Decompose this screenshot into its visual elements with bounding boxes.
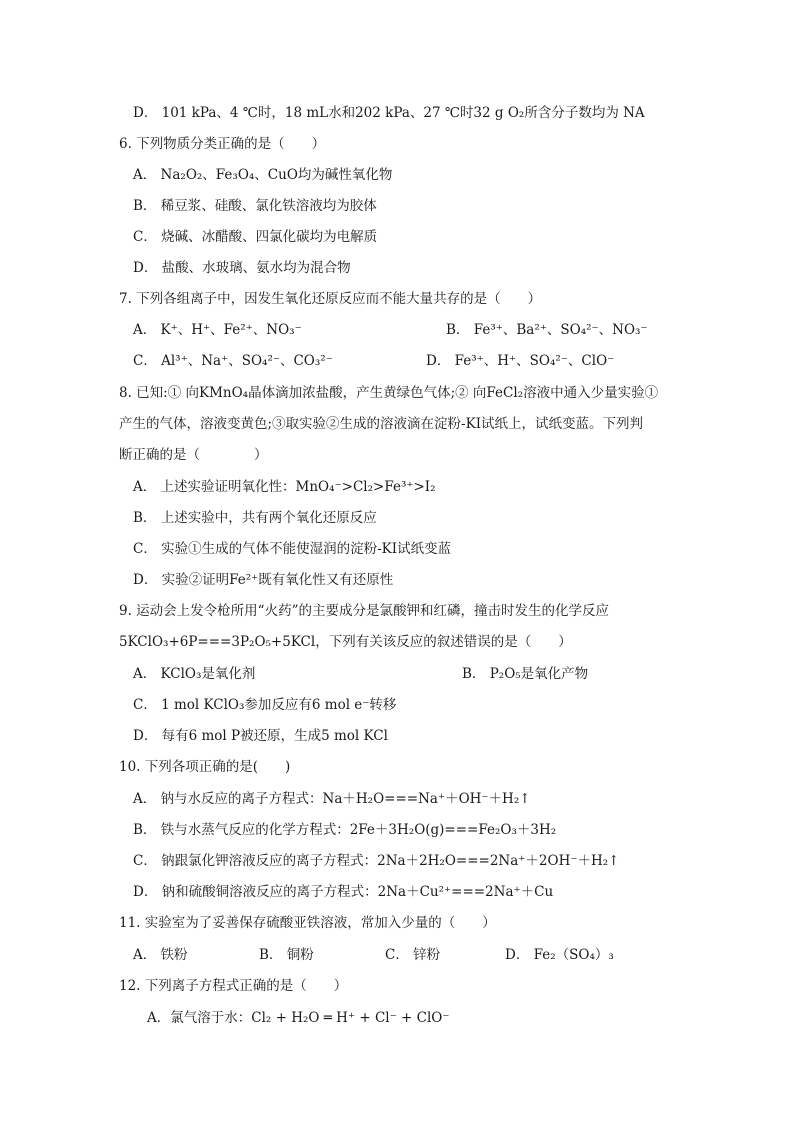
question-11-stem: 11. 实验室为了妥善保存硫酸亚铁溶液，常加入少量的（ ） [119, 915, 496, 931]
question-6-option-c: C． 烧碱、冰醋酸、四氯化碳均为电解质 [133, 229, 378, 245]
question-7-option-a: A． K⁺、H⁺、Fe²⁺、NO₃⁻ [133, 322, 302, 338]
prev-question-option-d: D． 101 kPa、4 ℃时，18 mL水和202 kPa、27 ℃时32 g O₂所含分子数均为 NA [133, 105, 645, 121]
question-10-option-c: C． 钠跟氯化钾溶液反应的离子方程式：2Na＋2H₂O===2Na⁺＋2OH⁻＋H₂↑ [133, 853, 620, 869]
question-9-option-a: A． KClO₃是氧化剂 [133, 666, 256, 682]
question-8-stem-line-2: 产生的气体，溶液变黄色;③取实验②生成的溶液滴在淀粉-KI试纸上，试纸变蓝。下列判 [119, 416, 644, 432]
question-8-option-b: B． 上述实验中，共有两个氧化还原反应 [133, 510, 377, 526]
question-9-stem-line-2: 5KClO₃+6P===3P₂O₅+5KCl，下列有关该反应的叙述错误的是（ ） [119, 634, 572, 650]
question-8-option-c: C． 实验①生成的气体不能使湿润的淀粉-KI试纸变蓝 [133, 541, 452, 557]
question-11-option-d: D． Fe₂（SO₄）₃ [505, 947, 614, 963]
question-10-stem: 10. 下列各项正确的是( ) [119, 759, 291, 775]
question-7-option-b: B． Fe³⁺、Ba²⁺、SO₄²⁻、NO₃⁻ [446, 322, 648, 338]
question-6-stem: 6. 下列物质分类正确的是（ ） [119, 136, 326, 152]
question-8-stem-line-3: 断正确的是（ ） [119, 447, 268, 463]
question-8-option-a: A． 上述实验证明氧化性：MnO₄⁻>Cl₂>Fe³⁺>I₂ [133, 479, 436, 495]
question-11-option-c: C． 锌粉 [385, 947, 441, 963]
question-6-option-d: D． 盐酸、水玻璃、氨水均为混合物 [133, 260, 351, 276]
question-8-stem-line-1: 8. 已知:① 向KMnO₄晶体滴加浓盐酸，产生黄绿色气体;② 向FeCl₂溶液中通入少量实验① [119, 385, 659, 401]
question-11-option-a: A． 铁粉 [133, 947, 188, 963]
question-9-option-b: B． P₂O₅是氧化产物 [462, 666, 589, 682]
question-11-option-b: B． 铜粉 [259, 947, 314, 963]
question-9-option-c: C． 1 mol KClO₃参加反应有6 mol e⁻转移 [133, 697, 397, 713]
question-8-option-d: D． 实验②证明Fe²⁺既有氧化性又有还原性 [133, 572, 394, 588]
question-7-stem: 7. 下列各组离子中，因发生氧化还原反应而不能大量共存的是（ ） [119, 291, 542, 307]
question-6-option-a: A． Na₂O₂、Fe₃O₄、CuO均为碱性氧化物 [133, 167, 393, 183]
question-10-option-b: B． 铁与水蒸气反应的化学方程式：2Fe＋3H₂O(g)===Fe₂O₃＋3H₂ [133, 822, 557, 838]
question-10-option-a: A． 钠与水反应的离子方程式：Na＋H₂O===Na⁺＋OH⁻＋H₂↑ [133, 791, 531, 807]
question-7-option-c: C． Al³⁺、Na⁺、SO₄²⁻、CO₃²⁻ [133, 353, 333, 369]
question-10-option-d: D． 钠和硫酸铜溶液反应的离子方程式：2Na＋Cu²⁺===2Na⁺＋Cu [133, 884, 554, 900]
question-9-stem-line-1: 9. 运动会上发令枪所用“火药”的主要成分是氯酸钾和红磷，撞击时发生的化学反应 [119, 603, 609, 619]
question-6-option-b: B． 稀豆浆、硅酸、氯化铁溶液均为胶体 [133, 198, 377, 214]
question-9-option-d: D． 每有6 mol P被还原，生成5 mol KCl [133, 728, 388, 744]
question-7-option-d: D． Fe³⁺、H⁺、SO₄²⁻、ClO⁻ [426, 353, 615, 369]
question-12-option-a: A．氯气溶于水：Cl₂ + H₂O ═ H⁺ + Cl⁻ + ClO⁻ [147, 1010, 450, 1026]
question-12-stem: 12. 下列离子方程式正确的是（ ） [119, 978, 348, 994]
